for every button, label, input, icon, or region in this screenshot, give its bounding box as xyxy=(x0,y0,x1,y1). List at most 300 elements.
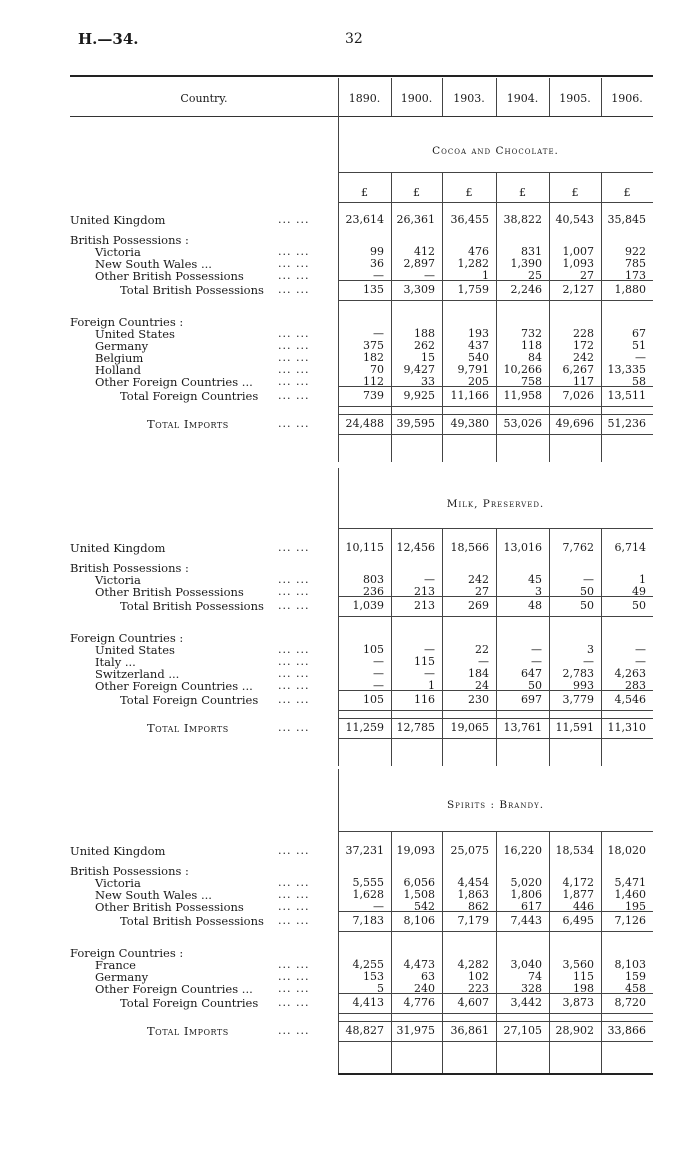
cell-value: 1,877 xyxy=(562,888,594,901)
leader-dots: ... ... xyxy=(278,914,310,927)
group-heading: Foreign Countries : xyxy=(70,315,184,329)
cell-value: 1,093 xyxy=(562,257,594,270)
cell-value: 5 xyxy=(377,982,384,995)
cell-value: 195 xyxy=(625,900,646,913)
cell-value: 12,456 xyxy=(396,541,435,554)
cell-value: 13,335 xyxy=(607,363,646,376)
leader-dots: ... ... xyxy=(278,844,310,857)
cell-value: 102 xyxy=(468,970,489,983)
cell-value: 13,016 xyxy=(503,541,542,554)
cell-value: — xyxy=(424,573,435,586)
cell-value: 283 xyxy=(625,679,646,692)
page-number: 32 xyxy=(345,31,363,47)
cell-value: 2,246 xyxy=(510,283,542,296)
cell-value: — xyxy=(424,667,435,680)
cell-value: 540 xyxy=(468,351,489,364)
cell-value: 542 xyxy=(414,900,435,913)
cell-value: 213 xyxy=(414,585,435,598)
cell-value: 11,591 xyxy=(555,721,594,734)
cell-value: — xyxy=(635,643,646,656)
cell-value: 213 xyxy=(414,599,435,612)
total-imports-label: Total Imports xyxy=(147,417,229,431)
cell-value: 172 xyxy=(573,339,594,352)
cell-value: 45 xyxy=(528,573,542,586)
leader-dots: ... ... xyxy=(278,213,310,226)
cell-value: — xyxy=(531,643,542,656)
cell-value: 50 xyxy=(528,679,542,692)
cell-value: 1 xyxy=(639,573,646,586)
country-label: Other British Possessions xyxy=(95,900,244,914)
leader-dots: ... ... xyxy=(278,351,310,364)
cell-value: 993 xyxy=(573,679,594,692)
cell-value: — xyxy=(635,655,646,668)
cell-value: 4,282 xyxy=(457,958,489,971)
cell-value: 9,925 xyxy=(403,389,435,402)
cell-value: 10,115 xyxy=(345,541,384,554)
cell-value: 785 xyxy=(625,257,646,270)
cell-value: 236 xyxy=(363,585,384,598)
total-rule xyxy=(338,911,653,912)
cell-value: — xyxy=(531,655,542,668)
currency-symbol: £ xyxy=(465,186,473,199)
cell-value: 3,560 xyxy=(562,958,594,971)
total-rule xyxy=(338,710,653,711)
cell-value: 26,361 xyxy=(396,213,435,226)
leader-dots: ... ... xyxy=(278,876,310,889)
cell-value: 8,106 xyxy=(403,914,435,927)
leader-dots: ... ... xyxy=(278,970,310,983)
cell-value: 437 xyxy=(468,339,489,352)
cell-value: 739 xyxy=(363,389,384,402)
country-label: Victoria xyxy=(95,245,141,259)
cell-value: 1,806 xyxy=(510,888,542,901)
column-divider xyxy=(442,78,443,116)
leader-dots: ... ... xyxy=(278,982,310,995)
country-label: United Kingdom xyxy=(70,844,166,858)
group-heading: British Possessions : xyxy=(70,561,189,575)
cell-value: 28,902 xyxy=(555,1024,594,1037)
cell-value: 2,783 xyxy=(562,667,594,680)
cell-value: 11,310 xyxy=(607,721,646,734)
cell-value: 63 xyxy=(421,970,435,983)
cell-value: 36 xyxy=(370,257,384,270)
cell-value: 242 xyxy=(468,573,489,586)
cell-value: 3 xyxy=(587,643,594,656)
cell-value: 23,614 xyxy=(345,213,384,226)
total-rule xyxy=(338,280,653,281)
cell-value: 25,075 xyxy=(450,844,489,857)
cell-value: 67 xyxy=(632,327,646,340)
cell-value: 18,566 xyxy=(450,541,489,554)
cell-value: 1,863 xyxy=(457,888,489,901)
cell-value: 70 xyxy=(370,363,384,376)
country-label: Germany xyxy=(95,970,149,984)
cell-value: 7,762 xyxy=(562,541,594,554)
cell-value: 105 xyxy=(363,693,384,706)
country-label: New South Wales ... xyxy=(95,257,212,271)
cell-value: 758 xyxy=(521,375,542,388)
leader-dots: ... ... xyxy=(278,245,310,258)
cell-value: 6,714 xyxy=(614,541,646,554)
cell-value: 36,861 xyxy=(450,1024,489,1037)
cell-value: — xyxy=(373,269,384,282)
cell-value: 223 xyxy=(468,982,489,995)
cell-value: 476 xyxy=(468,245,489,258)
cell-value: 184 xyxy=(468,667,489,680)
cell-value: 6,495 xyxy=(562,914,594,927)
subtotal-label: Total British Possessions xyxy=(120,283,264,297)
cell-value: 6,056 xyxy=(403,876,435,889)
leader-dots: ... ... xyxy=(278,389,310,402)
subtotal-label: Total Foreign Countries xyxy=(120,389,259,403)
cell-value: 3,309 xyxy=(403,283,435,296)
cell-value: 697 xyxy=(521,693,542,706)
column-divider xyxy=(549,78,550,116)
cell-value: 3,442 xyxy=(510,996,542,1009)
cell-value: 13,761 xyxy=(503,721,542,734)
column-header-country: Country. xyxy=(180,92,228,105)
page-reference: H.—34. xyxy=(78,30,139,48)
cell-value: 24 xyxy=(475,679,489,692)
country-label: United States xyxy=(95,327,175,341)
total-rule xyxy=(338,434,653,435)
country-label: Victoria xyxy=(95,573,141,587)
cell-value: 1,508 xyxy=(403,888,435,901)
section-title: Spirits : Brandy. xyxy=(446,799,545,811)
leader-dots: ... ... xyxy=(278,327,310,340)
cell-value: 5,555 xyxy=(352,876,384,889)
cell-value: 240 xyxy=(414,982,435,995)
total-rule xyxy=(338,993,653,994)
cell-value: 33 xyxy=(421,375,435,388)
leader-dots: ... ... xyxy=(278,417,310,430)
cell-value: 37,231 xyxy=(345,844,384,857)
cell-value: 11,259 xyxy=(345,721,384,734)
leader-dots: ... ... xyxy=(278,958,310,971)
cell-value: 458 xyxy=(625,982,646,995)
cell-value: 1,039 xyxy=(352,599,384,612)
subtotal-label: Total British Possessions xyxy=(120,914,264,928)
cell-value: 4,607 xyxy=(457,996,489,1009)
cell-value: — xyxy=(373,667,384,680)
cell-value: 375 xyxy=(363,339,384,352)
leader-dots: ... ... xyxy=(278,541,310,554)
cell-value: 33,866 xyxy=(607,1024,646,1037)
cell-value: 193 xyxy=(468,327,489,340)
cell-value: 230 xyxy=(468,693,489,706)
column-divider xyxy=(601,78,602,116)
column-header-year: 1906. xyxy=(611,92,643,105)
top-rule xyxy=(70,75,653,77)
cell-value: 3,779 xyxy=(562,693,594,706)
cell-value: 4,473 xyxy=(403,958,435,971)
cell-value: — xyxy=(635,351,646,364)
cell-value: 1,390 xyxy=(510,257,542,270)
cell-value: 262 xyxy=(414,339,435,352)
cell-value: 53,026 xyxy=(503,417,542,430)
cell-value: 105 xyxy=(363,643,384,656)
cell-value: 35,845 xyxy=(607,213,646,226)
total-imports-label: Total Imports xyxy=(147,1024,229,1038)
cell-value: 4,776 xyxy=(403,996,435,1009)
cell-value: 153 xyxy=(363,970,384,983)
country-label: United Kingdom xyxy=(70,541,166,555)
group-heading: British Possessions : xyxy=(70,864,189,878)
cell-value: 1,460 xyxy=(614,888,646,901)
column-header-year: 1904. xyxy=(506,92,539,105)
cell-value: 115 xyxy=(573,970,594,983)
cell-value: 1,759 xyxy=(457,283,489,296)
total-rule xyxy=(338,406,653,407)
currency-symbol: £ xyxy=(361,186,368,199)
currency-symbol: £ xyxy=(571,186,579,199)
cell-value: — xyxy=(583,655,594,668)
cell-value: 7,126 xyxy=(614,914,646,927)
cell-value: 1,628 xyxy=(352,888,384,901)
leader-dots: ... ... xyxy=(278,1024,310,1037)
leader-dots: ... ... xyxy=(278,888,310,901)
cell-value: 182 xyxy=(363,351,384,364)
cell-value: 49 xyxy=(632,585,646,598)
cell-value: 6,267 xyxy=(562,363,594,376)
total-rule xyxy=(338,931,653,932)
cell-value: 831 xyxy=(521,245,542,258)
cell-value: 27 xyxy=(580,269,594,282)
cell-value: — xyxy=(373,900,384,913)
country-label: Italy ... xyxy=(95,655,136,669)
currency-rule xyxy=(338,202,653,203)
leader-dots: ... ... xyxy=(278,679,310,692)
cell-value: 5,471 xyxy=(614,876,646,889)
total-rule xyxy=(338,596,653,597)
currency-symbol: £ xyxy=(413,186,420,199)
subtotal-label: Total British Possessions xyxy=(120,599,264,613)
cell-value: 11,166 xyxy=(450,389,489,402)
cell-value: 13,511 xyxy=(607,389,646,402)
cell-value: 9,427 xyxy=(403,363,435,376)
leader-dots: ... ... xyxy=(278,721,310,734)
cell-value: 8,103 xyxy=(614,958,646,971)
total-rule xyxy=(338,1041,653,1042)
cell-value: 39,595 xyxy=(396,417,435,430)
cell-value: 12,785 xyxy=(396,721,435,734)
cell-value: 112 xyxy=(363,375,384,388)
cell-value: 48 xyxy=(528,599,542,612)
subtotal-label: Total Foreign Countries xyxy=(120,996,259,1010)
cell-value: 51,236 xyxy=(607,417,646,430)
leader-dots: ... ... xyxy=(278,996,310,1009)
cell-value: 25 xyxy=(528,269,542,282)
cell-value: 4,255 xyxy=(352,958,384,971)
cell-value: 242 xyxy=(573,351,594,364)
leader-dots: ... ... xyxy=(278,667,310,680)
country-label: New South Wales ... xyxy=(95,888,212,902)
cell-value: 74 xyxy=(528,970,542,983)
country-label: Other Foreign Countries ... xyxy=(95,982,253,996)
country-label: Other British Possessions xyxy=(95,269,244,283)
cell-value: 4,172 xyxy=(562,876,594,889)
cell-value: 7,026 xyxy=(562,389,594,402)
cell-value: 922 xyxy=(625,245,646,258)
cell-value: 116 xyxy=(414,693,435,706)
cell-value: 862 xyxy=(468,900,489,913)
cell-value: — xyxy=(424,643,435,656)
cell-value: 27 xyxy=(475,585,489,598)
cell-value: 3 xyxy=(535,585,542,598)
cell-value: 117 xyxy=(573,375,594,388)
cell-value: 99 xyxy=(370,245,384,258)
column-header-year: 1905. xyxy=(559,92,591,105)
subtotal-label: Total Foreign Countries xyxy=(120,693,259,707)
cell-value: 8,720 xyxy=(614,996,646,1009)
column-header-year: 1890. xyxy=(348,92,381,105)
cell-value: 31,975 xyxy=(396,1024,435,1037)
leader-dots: ... ... xyxy=(278,643,310,656)
leader-dots: ... ... xyxy=(278,693,310,706)
cell-value: 15 xyxy=(421,351,435,364)
column-divider xyxy=(496,78,497,116)
cell-value: 159 xyxy=(625,970,646,983)
cell-value: 1 xyxy=(482,269,489,282)
cell-value: 446 xyxy=(573,900,594,913)
cell-value: — xyxy=(478,655,489,668)
cell-value: 205 xyxy=(468,375,489,388)
cell-value: 198 xyxy=(573,982,594,995)
cell-value: 188 xyxy=(414,327,435,340)
cell-value: 48,827 xyxy=(345,1024,384,1037)
cell-value: 4,263 xyxy=(614,667,646,680)
country-label: France xyxy=(95,958,136,972)
cell-value: 50 xyxy=(632,599,646,612)
total-rule xyxy=(338,414,653,415)
leader-dots: ... ... xyxy=(278,655,310,668)
cell-value: 732 xyxy=(521,327,542,340)
country-label: Other Foreign Countries ... xyxy=(95,679,253,693)
cell-value: 19,065 xyxy=(450,721,489,734)
cell-value: 49,380 xyxy=(450,417,489,430)
total-rule xyxy=(338,616,653,617)
cell-value: 58 xyxy=(632,375,646,388)
country-label: United Kingdom xyxy=(70,213,166,227)
leader-dots: ... ... xyxy=(278,585,310,598)
cell-value: 7,443 xyxy=(510,914,542,927)
cell-value: 4,454 xyxy=(457,876,489,889)
cell-value: 1,880 xyxy=(614,283,646,296)
cell-value: 647 xyxy=(521,667,542,680)
cell-value: 84 xyxy=(528,351,542,364)
section-title: Cocoa and Chocolate. xyxy=(432,145,559,157)
country-label: Switzerland ... xyxy=(95,667,180,681)
country-label: Other Foreign Countries ... xyxy=(95,375,253,389)
group-heading: Foreign Countries : xyxy=(70,631,184,645)
cell-value: 173 xyxy=(625,269,646,282)
currency-symbol: £ xyxy=(519,186,526,199)
country-label: Victoria xyxy=(95,876,141,890)
bottom-rule xyxy=(338,1073,653,1075)
leader-dots: ... ... xyxy=(278,283,310,296)
cell-value: 269 xyxy=(468,599,489,612)
total-rule xyxy=(338,1021,653,1022)
cell-value: 18,534 xyxy=(555,844,594,857)
cell-value: 1,282 xyxy=(457,257,489,270)
total-rule xyxy=(338,690,653,691)
cell-value: 5,020 xyxy=(510,876,542,889)
country-label: United States xyxy=(95,643,175,657)
column-divider xyxy=(338,78,339,116)
cell-value: — xyxy=(373,655,384,668)
cell-value: 51 xyxy=(632,339,646,352)
country-label: Belgium xyxy=(95,351,144,365)
total-imports-label: Total Imports xyxy=(147,721,229,735)
cell-value: 118 xyxy=(521,339,542,352)
section-title: Milk, Preserved. xyxy=(446,498,545,510)
cell-value: 228 xyxy=(573,327,594,340)
cell-value: 27,105 xyxy=(503,1024,542,1037)
total-rule xyxy=(338,738,653,739)
leader-dots: ... ... xyxy=(278,599,310,612)
country-label: Germany xyxy=(95,339,149,353)
cell-value: 4,546 xyxy=(614,693,646,706)
cell-value: 617 xyxy=(521,900,542,913)
cell-value: 3,040 xyxy=(510,958,542,971)
cell-value: 115 xyxy=(414,655,435,668)
cell-value: — xyxy=(373,327,384,340)
cell-value: 16,220 xyxy=(503,844,542,857)
cell-value: 7,179 xyxy=(457,914,489,927)
leader-dots: ... ... xyxy=(278,257,310,270)
cell-value: 10,266 xyxy=(503,363,542,376)
column-header-year: 1900. xyxy=(400,92,433,105)
country-label: Holland xyxy=(95,363,141,377)
cell-value: — xyxy=(424,269,435,282)
cell-value: 7,183 xyxy=(352,914,384,927)
total-rule xyxy=(338,386,653,387)
cell-value: 18,020 xyxy=(607,844,646,857)
header-rule xyxy=(70,116,653,117)
leader-dots: ... ... xyxy=(278,339,310,352)
cell-value: 50 xyxy=(580,585,594,598)
leader-dots: ... ... xyxy=(278,375,310,388)
country-label: Other British Possessions xyxy=(95,585,244,599)
currency-symbol: £ xyxy=(623,186,631,199)
cell-value: 36,455 xyxy=(450,213,489,226)
group-heading: Foreign Countries : xyxy=(70,946,184,960)
cell-value: 4,413 xyxy=(352,996,384,1009)
leader-dots: ... ... xyxy=(278,900,310,913)
cell-value: 2,897 xyxy=(403,257,435,270)
cell-value: — xyxy=(373,679,384,692)
total-rule xyxy=(338,300,653,301)
cell-value: 1,007 xyxy=(562,245,594,258)
cell-value: 9,791 xyxy=(457,363,489,376)
cell-value: 38,822 xyxy=(503,213,542,226)
group-heading: British Possessions : xyxy=(70,233,189,247)
cell-value: 50 xyxy=(580,599,594,612)
leader-dots: ... ... xyxy=(278,269,310,282)
total-rule xyxy=(338,718,653,719)
cell-value: 19,093 xyxy=(396,844,435,857)
cell-value: 49,696 xyxy=(555,417,594,430)
cell-value: 412 xyxy=(414,245,435,258)
cell-value: 328 xyxy=(521,982,542,995)
cell-value: 24,488 xyxy=(345,417,384,430)
cell-value: 11,958 xyxy=(503,389,542,402)
leader-dots: ... ... xyxy=(278,573,310,586)
cell-value: 1 xyxy=(428,679,435,692)
cell-value: 2,127 xyxy=(562,283,594,296)
cell-value: 803 xyxy=(363,573,384,586)
cell-value: 40,543 xyxy=(555,213,594,226)
